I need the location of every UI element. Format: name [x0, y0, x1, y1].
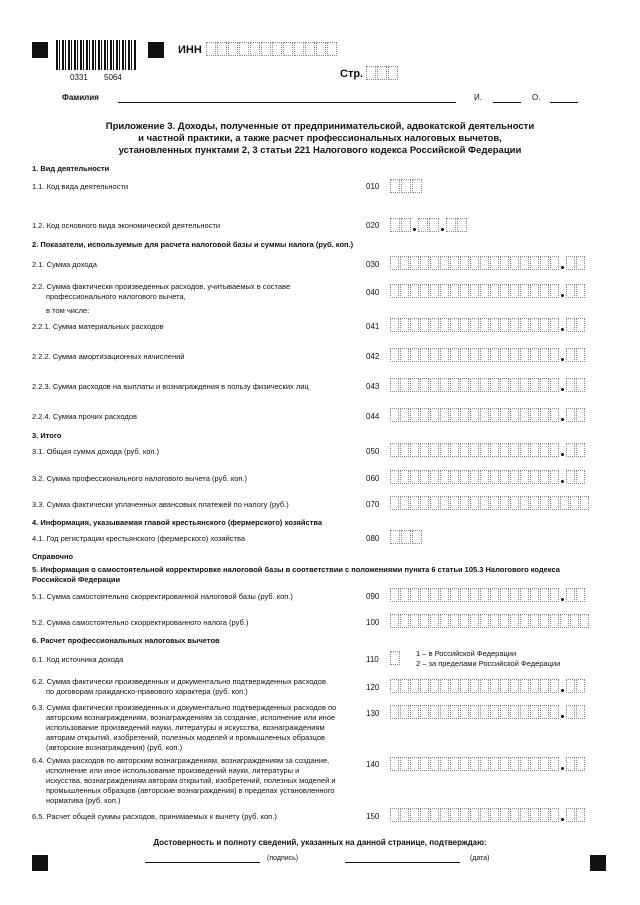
income-amount-field[interactable]	[390, 256, 586, 270]
registration-marker	[32, 42, 48, 58]
signature-label: (подпись)	[267, 855, 299, 862]
initial-o-label: О.	[532, 93, 541, 102]
registration-marker	[590, 855, 606, 871]
row-010-code: 010	[366, 182, 380, 191]
row-044-label: 2.2.4. Сумма прочих расходов	[32, 412, 137, 421]
row-070-code: 070	[366, 500, 380, 509]
advance-payments-field[interactable]	[390, 496, 590, 510]
row-030-code: 030	[366, 260, 380, 269]
row-042-label: 2.2.2. Сумма амортизационных начислений	[32, 352, 185, 361]
farm-registration-year-field[interactable]	[390, 530, 423, 544]
row-100-label: 5.2. Сумма самостоятельно скорректированного налога (руб.)	[32, 618, 249, 627]
row-043-label: 2.2.3. Сумма расходов на выплаты и вознаграждения в пользу физических лиц	[32, 382, 309, 391]
section-1-heading: 1. Вид деятельности	[32, 164, 110, 173]
row-090-label: 5.1. Сумма самостоятельно скорректированной налоговой базы (руб. коп.)	[32, 592, 293, 601]
section-3-heading: 3. Итого	[32, 431, 62, 440]
professional-deduction-field[interactable]	[390, 470, 586, 484]
expenses-amount-field[interactable]	[390, 284, 586, 298]
row-080-label: 4.1. Год регистрации крестьянского (фермерского) хозяйства	[32, 534, 246, 543]
row-044-code: 044	[366, 412, 380, 421]
income-source-options: 1 – в Российской Федерации 2 – за пределами Российской Федерации	[416, 649, 561, 668]
date-field[interactable]	[345, 862, 460, 863]
row-042-code: 042	[366, 352, 380, 361]
depreciation-field[interactable]	[390, 348, 586, 362]
row-043-code: 043	[366, 382, 380, 391]
row-060-code: 060	[366, 474, 380, 483]
row-080-code: 080	[366, 534, 380, 543]
registration-marker	[32, 855, 48, 871]
adjusted-tax-base-field[interactable]	[390, 588, 586, 602]
barcode	[56, 40, 136, 70]
row-070-label: 3.3. Сумма фактически уплаченных авансовых платежей по налогу (руб.)	[32, 500, 289, 509]
signature-field[interactable]	[145, 862, 260, 863]
page-number-field[interactable]	[366, 66, 399, 80]
author-fee-norm-expenses-field[interactable]	[390, 757, 586, 771]
row-030-label: 2.1. Сумма дохода	[32, 260, 97, 269]
section-4-heading: 4. Информация, указываемая главой крестьянского (фермерского) хозяйства	[32, 518, 323, 527]
initial-i-label: И.	[474, 93, 482, 102]
inn-label: ИНН	[178, 44, 202, 56]
total-income-field[interactable]	[390, 443, 586, 457]
adjusted-tax-field[interactable]	[390, 614, 590, 628]
row-140-code: 140	[366, 760, 380, 769]
row-150-code: 150	[366, 812, 380, 821]
row-130-label: 6.3. Сумма фактически произведенных и документально подтвержденных расходов по авторским вознаграждениям, вознаграждениям за создание, исполнение или иное использование произведений науки, литературы и искусства, вознаграждениям авторам открытий, изобретений, полезных моделей и промышленных образцов (авторские вознаграждения) (руб. коп.)	[32, 703, 337, 752]
date-label: (дата)	[470, 855, 490, 862]
section-6-heading: 6. Расчет профессиональных налоговых вычетов	[32, 636, 220, 645]
row-060-label: 3.2. Сумма профессионального налогового вычета (руб. коп.)	[32, 474, 248, 483]
row-041-code: 041	[366, 322, 380, 331]
page-label: Стр.	[340, 68, 364, 80]
barcode-number-right: 5064	[104, 73, 122, 82]
initial-i-field[interactable]	[493, 102, 521, 103]
section-5-heading: 5. Информация о самостоятельной корректировке налоговой базы в соответствии с положениями пункта 6 статьи 105.3 Налогового кодекса Российской Федерации	[32, 565, 560, 584]
row-020-code: 020	[366, 221, 380, 230]
row-040-label: 2.2. Сумма фактически произведенных расходов, учитываемых в составе профессионального налогового вычета, в том числе:	[32, 282, 291, 315]
appendix-title: Приложение 3. Доходы, полученные от предпринимательской, адвокатской деятельности и частной практики, а также расчет профессиональных налоговых вычетов, установленных пунктами 2, 3 статьи 221 Налогового кодекса Российской Федерации	[105, 121, 535, 156]
row-150-label: 6.5. Расчет общей суммы расходов, принимаемых к вычету (руб. коп.)	[32, 812, 277, 821]
civil-contract-expenses-field[interactable]	[390, 679, 586, 693]
income-source-code-field[interactable]	[390, 651, 401, 665]
section-2-heading: 2. Показатели, используемые для расчета налоговой базы и суммы налога (руб. коп.)	[32, 240, 354, 249]
row-140-label: 6.4. Сумма расходов по авторским вознаграждениям, вознаграждениям за создание, исполнение или иное использование произведений науки, литературы и искусства, вознаграждениям авторам открытий, изобретений, полезных моделей и промышленных образцов (авторские вознаграждения) в пределах установленного норматива (руб. коп.)	[32, 756, 336, 805]
row-110-code: 110	[366, 655, 379, 664]
barcode-number-left: 0331	[70, 73, 88, 82]
initial-o-field[interactable]	[550, 102, 578, 103]
row-090-code: 090	[366, 592, 380, 601]
row-050-code: 050	[366, 447, 380, 456]
total-deductible-expenses-field[interactable]	[390, 808, 586, 822]
row-110-label: 6.1. Код источника дохода	[32, 655, 124, 664]
surname-label: Фамилия	[62, 93, 99, 102]
row-020-label: 1.2. Код основного вида экономической деятельности	[32, 221, 221, 230]
row-100-code: 100	[366, 618, 380, 627]
row-120-code: 120	[366, 683, 380, 692]
row-130-code: 130	[366, 709, 380, 718]
payments-individuals-field[interactable]	[390, 378, 586, 392]
inn-field[interactable]	[206, 42, 338, 56]
registration-marker	[148, 42, 164, 58]
okved-code-field[interactable]	[390, 218, 468, 232]
row-010-label: 1.1. Код вида деятельности	[32, 182, 129, 191]
row-041-label: 2.2.1. Сумма материальных расходов	[32, 322, 164, 331]
material-expenses-field[interactable]	[390, 318, 586, 332]
row-050-label: 3.1. Общая сумма дохода (руб. коп.)	[32, 447, 160, 456]
other-expenses-field[interactable]	[390, 408, 586, 422]
activity-code-field[interactable]	[390, 179, 423, 193]
row-120-label: 6.2. Сумма фактически произведенных и документально подтвержденных расходов по договорам гражданско-правового характера (руб. коп.)	[32, 677, 326, 696]
surname-field[interactable]	[118, 102, 456, 103]
reference-heading: Справочно	[32, 552, 74, 561]
row-040-code: 040	[366, 288, 380, 297]
certification-statement: Достоверность и полноту сведений, указанных на данной странице, подтверждаю:	[153, 838, 487, 847]
author-fee-expenses-field[interactable]	[390, 705, 586, 719]
